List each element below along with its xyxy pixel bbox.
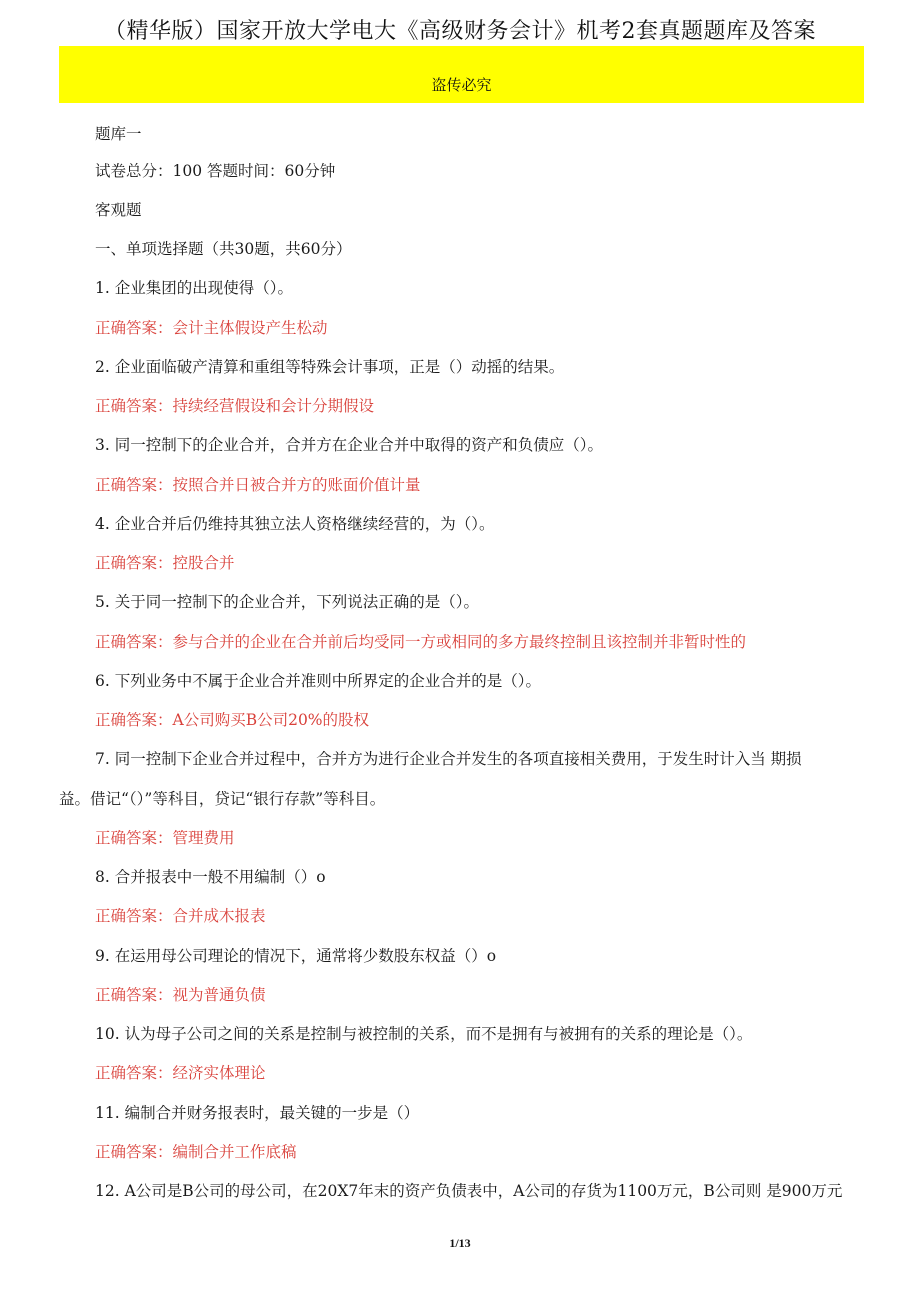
banner-text: 盗传必究	[431, 76, 492, 94]
answer-line: 正确答案：视为普通负债	[95, 986, 266, 1004]
answer-line: 正确答案：会计主体假设产生松动	[95, 319, 328, 337]
text-line: 12. A公司是B公司的母公司，在20X7年末的资产负债表中，A公司的存货为1100万元，B公司则 是900万元	[95, 1182, 843, 1200]
text-line: 10. 认为母子公司之间的关系是控制与被控制的关系，而不是拥有与被拥有的关系的理论是（）。	[95, 1025, 753, 1043]
answer-line: 正确答案：持续经营假设和会计分期假设	[95, 397, 375, 415]
text-line: 5. 关于同一控制下的企业合并，下列说法正确的是（）。	[95, 593, 479, 611]
banner	[59, 46, 864, 103]
answer-line: 正确答案：按照合并日被合并方的账面价值计量	[95, 476, 421, 494]
answer-line: 正确答案：参与合并的企业在合并前后均受同一方或相同的多方最终控制且该控制并非暂时性的	[95, 633, 747, 651]
text-line: 试卷总分：100 答题时间：60分钟	[95, 162, 336, 180]
text-line: 4. 企业合并后仍维持其独立法人资格继续经营的，为（）。	[95, 515, 495, 533]
text-line: 8. 合并报表中一般不用编制（）o	[95, 868, 326, 886]
text-line: 6. 下列业务中不属于企业合并准则中所界定的企业合并的是（）。	[95, 672, 541, 690]
answer-line: 正确答案：管理费用	[95, 829, 235, 847]
text-line: 益。借记“（）”等科目，贷记“银行存款”等科目。	[59, 790, 386, 808]
text-line: 题库一	[95, 125, 142, 143]
text-line: 客观题	[95, 201, 142, 219]
text-line: 7. 同一控制下企业合并过程中，合并方为进行企业合并发生的各项直接相关费用，于发生时计入当 期损	[95, 750, 802, 768]
text-line: 9. 在运用母公司理论的情况下，通常将少数股东权益（）o	[95, 947, 497, 965]
answer-line: 正确答案：经济实体理论	[95, 1064, 266, 1082]
text-line: 3. 同一控制下的企业合并，合并方在企业合并中取得的资产和负债应（）。	[95, 436, 603, 454]
text-line: 1. 企业集团的出现使得（）。	[95, 279, 293, 297]
answer-line: 正确答案：合并成木报表	[95, 907, 266, 925]
answer-line: 正确答案：编制合并工作底稿	[95, 1143, 297, 1161]
page-number: 1/13	[449, 1236, 471, 1250]
text-line: 11. 编制合并财务报表时，最关键的一步是（）	[95, 1104, 420, 1122]
text-line: 一、单项选择题（共30题，共60分）	[95, 240, 352, 258]
answer-line: 正确答案：A公司购买B公司20%的股权	[95, 711, 370, 729]
answer-line: 正确答案：控股合并	[95, 554, 235, 572]
document-title: （精华版）国家开放大学电大《高级财务会计》机考2套真题题库及答案	[104, 19, 816, 44]
text-line: 2. 企业面临破产清算和重组等特殊会计事项，正是（）动摇的结果。	[95, 358, 565, 376]
